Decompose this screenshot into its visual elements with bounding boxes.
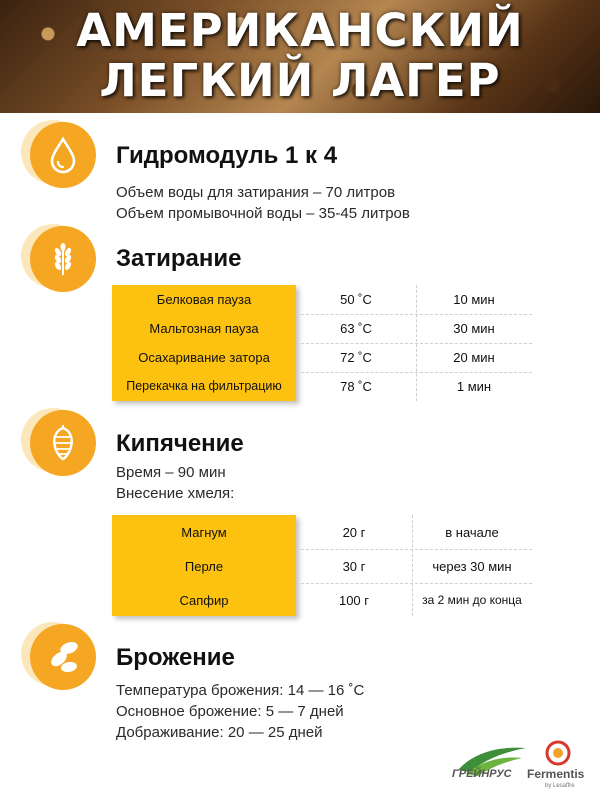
mash-step-name: Перекачка на фильтрацию <box>126 379 282 393</box>
table-row <box>112 549 532 583</box>
wheat-icon <box>30 226 96 292</box>
mash-step-name: Осахаривание затора <box>138 350 270 365</box>
fermentis-logo-text: Fermentis <box>527 767 585 781</box>
table-row <box>112 372 532 401</box>
table-row <box>112 314 532 343</box>
hop-name: Сапфир <box>179 593 229 608</box>
water-line-2: Объем промывочной воды – 35-45 литров <box>116 205 410 222</box>
mash-step-name: Белковая пауза <box>156 292 252 307</box>
hop-amount: 30 г <box>342 559 366 574</box>
table-row <box>112 285 532 314</box>
hop-name: Перле <box>184 559 224 574</box>
mash-step-time: 10 мин <box>453 292 495 307</box>
mash-step-temp: 63 ˚С <box>340 321 372 336</box>
hop-timing: за 2 мин до конца <box>422 593 522 607</box>
boil-line-1: Время – 90 мин <box>116 464 226 481</box>
section-title-boil: Кипячение <box>116 430 244 457</box>
mash-step-temp: 50 ˚С <box>340 292 372 307</box>
ferment-line-1: Температура брожения: 14 — 16 ˚С <box>116 682 365 699</box>
hop-amount: 20 г <box>342 525 366 540</box>
table-row <box>112 583 532 616</box>
header-banner <box>0 0 600 113</box>
ferment-line-3: Дображивание: 20 — 25 дней <box>116 724 323 741</box>
mash-step-temp: 72 ˚С <box>340 350 372 365</box>
yeast-icon <box>30 624 96 690</box>
hop-icon <box>30 410 96 476</box>
table-row <box>112 343 532 372</box>
title-line-2: ЛЕГКИЙ ЛАГЕР <box>99 54 501 107</box>
fermentis-logo-mark <box>545 740 571 766</box>
ferment-line-2: Основное брожение: 5 — 7 дней <box>116 703 344 720</box>
mash-step-time: 1 мин <box>456 379 492 394</box>
water-line-1: Объем воды для затирания – 70 литров <box>116 184 396 201</box>
hop-timing: через 30 мин <box>432 559 512 574</box>
hop-timing: в начале <box>445 525 499 540</box>
mash-step-time: 30 мин <box>453 321 495 336</box>
boil-line-2: Внесение хмеля: <box>116 485 235 502</box>
mash-step-name: Мальтозная пауза <box>149 321 259 336</box>
mash-step-temp: 78 ˚С <box>340 379 372 394</box>
hop-name: Магнум <box>181 525 227 540</box>
section-title-ferment: Брожение <box>116 644 235 671</box>
table-row <box>112 515 532 549</box>
section-title-water: Гидромодуль 1 к 4 <box>116 142 338 169</box>
mash-step-time: 20 мин <box>453 350 495 365</box>
grainrus-logo-text: ГРЕЙНРУС <box>452 768 512 780</box>
hops-table <box>112 515 532 616</box>
title-line-1: АМЕРИКАНСКИЙ <box>76 4 524 57</box>
section-title-mash: Затирание <box>116 245 242 272</box>
mash-table <box>112 285 532 401</box>
fermentis-logo-sub: by Lesaffre <box>545 783 575 789</box>
water-drop-icon <box>30 122 96 188</box>
hop-amount: 100 г <box>338 593 370 608</box>
